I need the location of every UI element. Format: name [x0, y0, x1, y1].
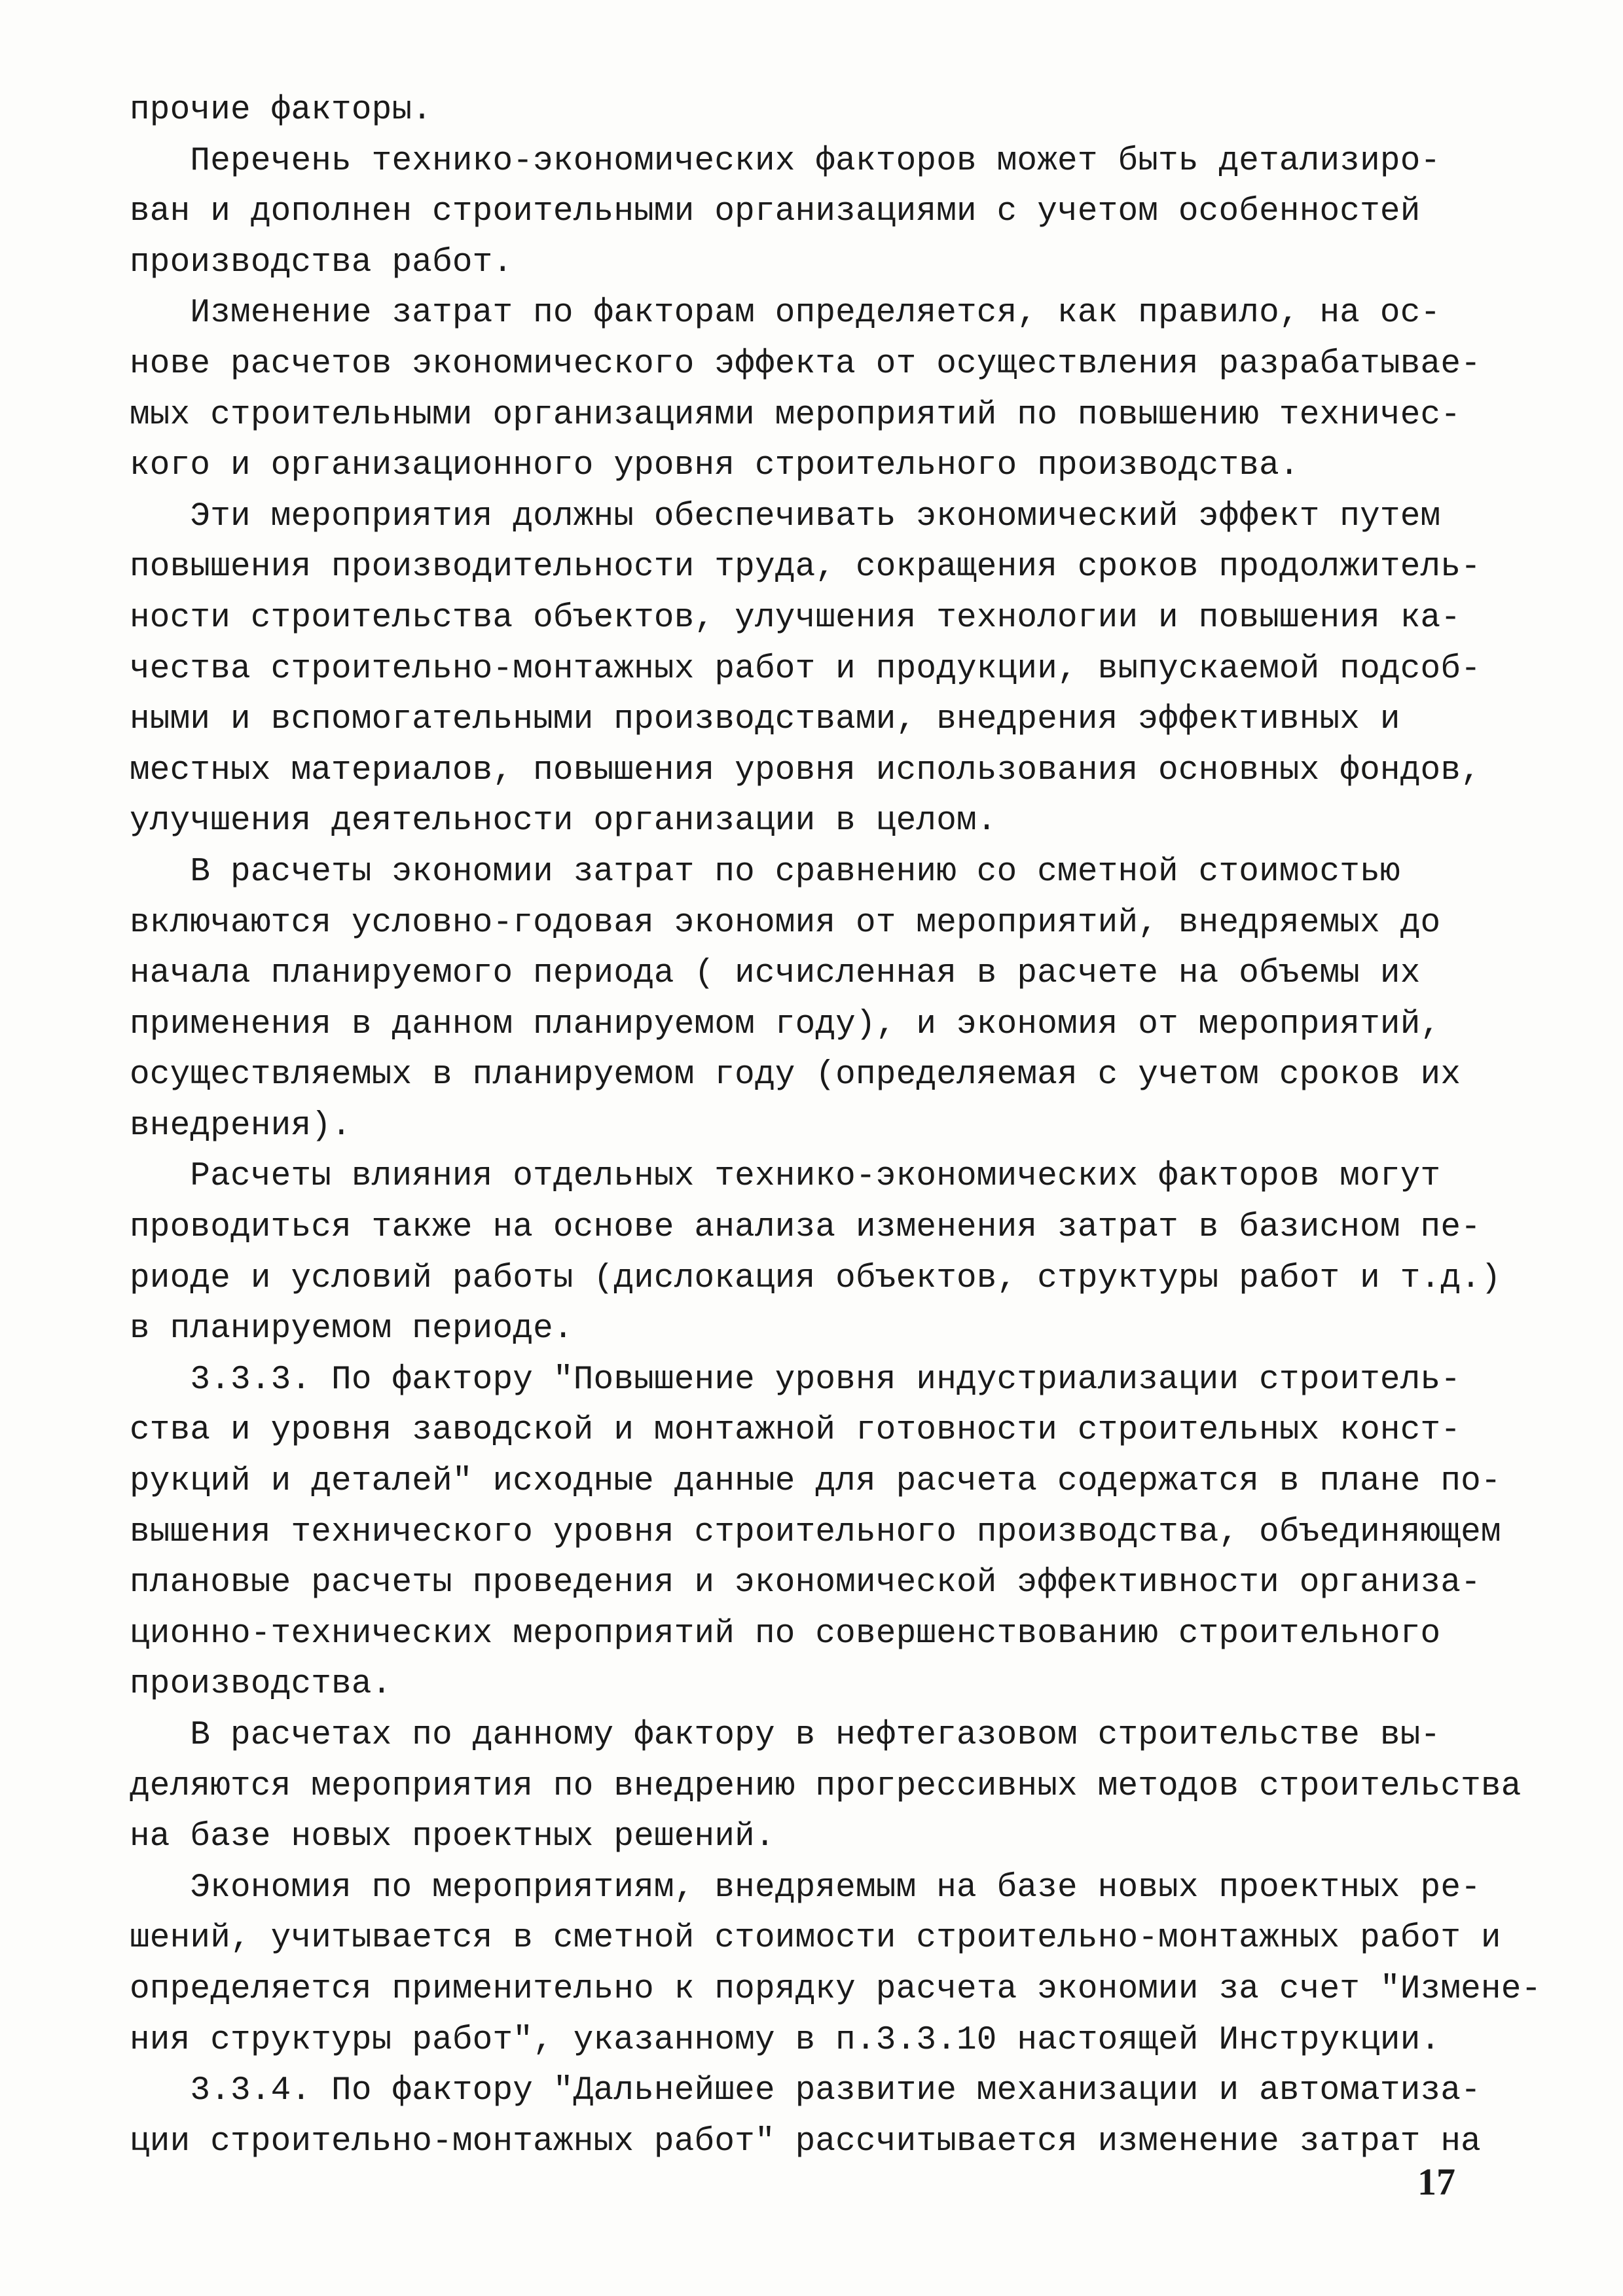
text-line: шений, учитывается в сметной стоимости строительно-монтажных работ и	[130, 1920, 1501, 1958]
text-line: нове расчетов экономического эффекта от осуществления разрабатывае-	[130, 345, 1481, 383]
text-line: производства работ.	[130, 243, 513, 281]
text-line: производства.	[130, 1666, 392, 1704]
text-line: ности строительства объектов, улучшения технологии и повышения ка-	[130, 599, 1461, 637]
text-line: плановые расчеты проведения и экономической эффективности организа-	[130, 1564, 1481, 1602]
text-line: ства и уровня заводской и монтажной готовности строительных конст-	[130, 1412, 1461, 1450]
text-line: ции строительно-монтажных работ" рассчитывается изменение затрат на	[130, 2123, 1481, 2161]
text-line: ния структуры работ", указанному в п.3.3.10 настоящей Инструкции.	[130, 2021, 1441, 2059]
text-line: в планируемом периоде.	[130, 1310, 574, 1348]
text-line: рукций и деталей" исходные данные для расчета содержатся в плане по-	[130, 1463, 1501, 1501]
text-line: В расчеты экономии затрат по сравнению со сметной стоимостью	[130, 853, 1400, 891]
text-line: применения в данном планируемом году), и экономия от мероприятий,	[130, 1005, 1441, 1043]
text-line: ными и вспомогательными производствами, внедрения эффективных и	[130, 701, 1400, 739]
text-line: внедрения).	[130, 1107, 352, 1145]
text-line: Изменение затрат по факторам определяется, как правило, на ос-	[130, 295, 1441, 332]
body-text	[130, 85, 1542, 2167]
text-line: определяется применительно к порядку расчета экономии за счет "Измене-	[130, 1970, 1542, 2008]
text-line: местных материалов, повышения уровня использования основных фондов,	[130, 751, 1481, 789]
text-line: вышения технического уровня строительного производства, объединяющем	[130, 1513, 1501, 1551]
text-line: мых строительными организациями мероприятий по повышению техничес-	[130, 396, 1461, 434]
text-line: ван и дополнен строительными организациями с учетом особенностей	[130, 193, 1421, 231]
text-line: проводиться также на основе анализа изменения затрат в базисном пе-	[130, 1209, 1481, 1247]
text-line: включаются условно-годовая экономия от мероприятий, внедряемых до	[130, 904, 1441, 942]
text-line: Эти мероприятия должны обеспечивать экономический эффект путем	[130, 497, 1441, 535]
text-line: Перечень технико-экономических факторов может быть детализиро-	[130, 142, 1441, 180]
text-line: Расчеты влияния отдельных технико-экономических факторов могут	[130, 1158, 1441, 1196]
text-line: начала планируемого периода ( исчисленная в расчете на объемы их	[130, 955, 1421, 993]
text-line: прочие факторы.	[130, 92, 433, 129]
text-line: риоде и условий работы (дислокация объектов, структуры работ и т.д.)	[130, 1259, 1501, 1297]
text-line: ционно-технических мероприятий по совершенствованию строительного	[130, 1615, 1441, 1653]
text-line: 3.3.4. По фактору "Дальнейшее развитие механизации и автоматиза-	[130, 2072, 1481, 2110]
text-line: на базе новых проектных решений.	[130, 1818, 775, 1856]
text-line: 3.3.3. По фактору "Повышение уровня индустриализации строитель-	[130, 1361, 1461, 1399]
text-line: чества строительно-монтажных работ и продукции, выпускаемой подсоб-	[130, 650, 1481, 688]
text-line: Экономия по мероприятиям, внедряемым на базе новых проектных ре-	[130, 1869, 1481, 1907]
text-line: повышения производительности труда, сокращения сроков продолжитель-	[130, 548, 1481, 586]
text-line: В расчетах по данному фактору в нефтегазовом строительстве вы-	[130, 1717, 1441, 1754]
text-line: улучшения деятельности организации в целом.	[130, 802, 997, 840]
page-number: 17	[1417, 2161, 1455, 2203]
text-line: деляются мероприятия по внедрению прогрессивных методов строительства	[130, 1767, 1522, 1805]
text-line: кого и организационного уровня строительного производства.	[130, 447, 1300, 485]
text-line: осуществляемых в планируемом году (определяемая с учетом сроков их	[130, 1056, 1461, 1094]
